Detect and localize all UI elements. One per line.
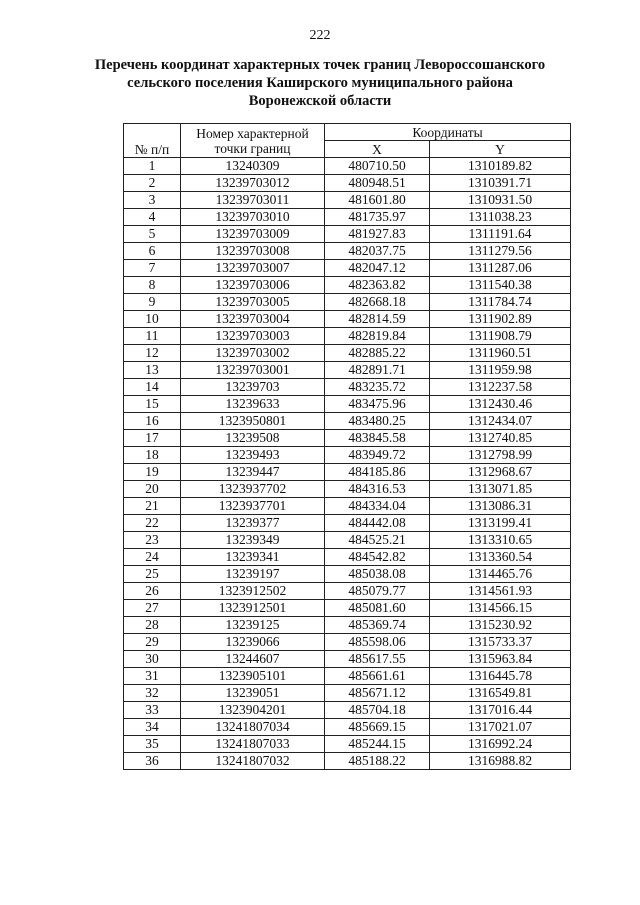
cell-point-number: 13239703012 xyxy=(181,175,325,192)
cell-point-number: 13239703002 xyxy=(181,345,325,362)
table-body xyxy=(124,158,571,770)
header-y: Y xyxy=(430,141,571,158)
header-point-number xyxy=(181,124,325,158)
table-row xyxy=(124,328,571,345)
cell-point-number: 1323912502 xyxy=(181,583,325,600)
table-row xyxy=(124,736,571,753)
cell-x: 482668.18 xyxy=(325,294,430,311)
cell-point-number: 1323912501 xyxy=(181,600,325,617)
cell-point-number: 13239703001 xyxy=(181,362,325,379)
table-row xyxy=(124,481,571,498)
cell-y: 1316988.82 xyxy=(430,753,571,770)
cell-row-number: 28 xyxy=(124,617,181,634)
cell-row-number: 29 xyxy=(124,634,181,651)
cell-y: 1317021.07 xyxy=(430,719,571,736)
cell-x: 485617.55 xyxy=(325,651,430,668)
cell-row-number: 19 xyxy=(124,464,181,481)
cell-x: 485244.15 xyxy=(325,736,430,753)
cell-row-number: 27 xyxy=(124,600,181,617)
cell-point-number: 13239377 xyxy=(181,515,325,532)
header-row-number-label: № п/п xyxy=(134,142,170,157)
cell-y: 1312430.46 xyxy=(430,396,571,413)
cell-point-number: 13241807032 xyxy=(181,753,325,770)
cell-row-number: 30 xyxy=(124,651,181,668)
cell-x: 485079.77 xyxy=(325,583,430,600)
coordinates-table xyxy=(123,123,571,770)
cell-row-number: 36 xyxy=(124,753,181,770)
cell-point-number: 13239341 xyxy=(181,549,325,566)
cell-point-number: 1323937702 xyxy=(181,481,325,498)
cell-y: 1313360.54 xyxy=(430,549,571,566)
table-row xyxy=(124,498,571,515)
cell-point-number: 13239703006 xyxy=(181,277,325,294)
cell-point-number: 13239633 xyxy=(181,396,325,413)
cell-x: 485661.61 xyxy=(325,668,430,685)
table-row xyxy=(124,515,571,532)
cell-y: 1310391.71 xyxy=(430,175,571,192)
cell-y: 1316992.24 xyxy=(430,736,571,753)
table-row xyxy=(124,685,571,702)
table-row xyxy=(124,294,571,311)
cell-y: 1314561.93 xyxy=(430,583,571,600)
cell-point-number: 13241807033 xyxy=(181,736,325,753)
cell-point-number: 13244607 xyxy=(181,651,325,668)
cell-y: 1310931.50 xyxy=(430,192,571,209)
cell-x: 481601.80 xyxy=(325,192,430,209)
cell-x: 485671.12 xyxy=(325,685,430,702)
table-row xyxy=(124,260,571,277)
cell-x: 482885.22 xyxy=(325,345,430,362)
cell-point-number: 13239066 xyxy=(181,634,325,651)
cell-x: 484334.04 xyxy=(325,498,430,515)
cell-row-number: 21 xyxy=(124,498,181,515)
cell-x: 485188.22 xyxy=(325,753,430,770)
cell-row-number: 20 xyxy=(124,481,181,498)
cell-y: 1315230.92 xyxy=(430,617,571,634)
cell-row-number: 5 xyxy=(124,226,181,243)
cell-row-number: 35 xyxy=(124,736,181,753)
cell-point-number: 13239703004 xyxy=(181,311,325,328)
cell-y: 1313071.85 xyxy=(430,481,571,498)
cell-x: 485369.74 xyxy=(325,617,430,634)
cell-y: 1315733.37 xyxy=(430,634,571,651)
table-row xyxy=(124,158,571,175)
cell-row-number: 31 xyxy=(124,668,181,685)
cell-point-number: 13239051 xyxy=(181,685,325,702)
cell-point-number: 13239703003 xyxy=(181,328,325,345)
table-row xyxy=(124,583,571,600)
table-row xyxy=(124,226,571,243)
cell-y: 1313086.31 xyxy=(430,498,571,515)
table-row xyxy=(124,430,571,447)
cell-y: 1315963.84 xyxy=(430,651,571,668)
table-row xyxy=(124,753,571,770)
cell-row-number: 14 xyxy=(124,379,181,396)
cell-point-number: 13239703011 xyxy=(181,192,325,209)
cell-y: 1312237.58 xyxy=(430,379,571,396)
table-row xyxy=(124,447,571,464)
cell-point-number: 1323950801 xyxy=(181,413,325,430)
table-row xyxy=(124,379,571,396)
cell-x: 485038.08 xyxy=(325,566,430,583)
cell-y: 1311784.74 xyxy=(430,294,571,311)
header-point-number-line-1: Номер характерной xyxy=(196,125,309,141)
cell-point-number: 1323937701 xyxy=(181,498,325,515)
cell-y: 1311902.89 xyxy=(430,311,571,328)
cell-x: 484542.82 xyxy=(325,549,430,566)
cell-y: 1311279.56 xyxy=(430,243,571,260)
cell-row-number: 11 xyxy=(124,328,181,345)
cell-x: 484316.53 xyxy=(325,481,430,498)
cell-row-number: 13 xyxy=(124,362,181,379)
cell-point-number: 13239703008 xyxy=(181,243,325,260)
cell-row-number: 10 xyxy=(124,311,181,328)
cell-point-number: 1323904201 xyxy=(181,702,325,719)
cell-x: 484442.08 xyxy=(325,515,430,532)
table-row xyxy=(124,311,571,328)
cell-point-number: 13239447 xyxy=(181,464,325,481)
table-row xyxy=(124,668,571,685)
cell-y: 1316445.78 xyxy=(430,668,571,685)
cell-x: 481927.83 xyxy=(325,226,430,243)
table-row xyxy=(124,243,571,260)
cell-y: 1313310.65 xyxy=(430,532,571,549)
document-title xyxy=(60,56,580,110)
table-row xyxy=(124,345,571,362)
cell-x: 482037.75 xyxy=(325,243,430,260)
cell-row-number: 26 xyxy=(124,583,181,600)
table-row xyxy=(124,396,571,413)
page-number: 222 xyxy=(309,28,331,43)
header-coordinates: Координаты xyxy=(325,124,571,141)
cell-x: 483235.72 xyxy=(325,379,430,396)
cell-x: 483475.96 xyxy=(325,396,430,413)
cell-y: 1312434.07 xyxy=(430,413,571,430)
cell-y: 1310189.82 xyxy=(430,158,571,175)
cell-x: 482891.71 xyxy=(325,362,430,379)
cell-x: 483949.72 xyxy=(325,447,430,464)
cell-y: 1311959.98 xyxy=(430,362,571,379)
cell-row-number: 12 xyxy=(124,345,181,362)
cell-y: 1311908.79 xyxy=(430,328,571,345)
table-row xyxy=(124,651,571,668)
table-row xyxy=(124,277,571,294)
table-row xyxy=(124,600,571,617)
cell-row-number: 3 xyxy=(124,192,181,209)
cell-y: 1313199.41 xyxy=(430,515,571,532)
cell-y: 1312798.99 xyxy=(430,447,571,464)
cell-point-number: 1323905101 xyxy=(181,668,325,685)
table-row xyxy=(124,532,571,549)
cell-x: 480710.50 xyxy=(325,158,430,175)
cell-x: 483845.58 xyxy=(325,430,430,447)
cell-y: 1311540.38 xyxy=(430,277,571,294)
header-row-number xyxy=(124,124,181,158)
table-header xyxy=(124,124,571,158)
cell-row-number: 25 xyxy=(124,566,181,583)
table-row xyxy=(124,362,571,379)
cell-x: 485598.06 xyxy=(325,634,430,651)
cell-y: 1311191.64 xyxy=(430,226,571,243)
table-row xyxy=(124,549,571,566)
table-row xyxy=(124,464,571,481)
cell-point-number: 13239508 xyxy=(181,430,325,447)
cell-y: 1311960.51 xyxy=(430,345,571,362)
cell-row-number: 2 xyxy=(124,175,181,192)
cell-x: 484185.86 xyxy=(325,464,430,481)
cell-point-number: 13239703 xyxy=(181,379,325,396)
cell-x: 485704.18 xyxy=(325,702,430,719)
cell-y: 1311038.23 xyxy=(430,209,571,226)
table-row xyxy=(124,175,571,192)
cell-y: 1312968.67 xyxy=(430,464,571,481)
cell-y: 1312740.85 xyxy=(430,430,571,447)
cell-point-number: 13241807034 xyxy=(181,719,325,736)
cell-point-number: 13239197 xyxy=(181,566,325,583)
cell-x: 481735.97 xyxy=(325,209,430,226)
cell-row-number: 23 xyxy=(124,532,181,549)
cell-x: 482363.82 xyxy=(325,277,430,294)
table-row xyxy=(124,192,571,209)
cell-row-number: 34 xyxy=(124,719,181,736)
title-line-1: Перечень координат характерных точек границ Левороссошанского xyxy=(94,57,546,73)
cell-x: 482814.59 xyxy=(325,311,430,328)
title-line-2: сельского поселения Каширского муниципального района xyxy=(127,75,513,91)
cell-point-number: 13240309 xyxy=(181,158,325,175)
cell-y: 1316549.81 xyxy=(430,685,571,702)
cell-point-number: 13239493 xyxy=(181,447,325,464)
cell-row-number: 9 xyxy=(124,294,181,311)
cell-point-number: 13239703010 xyxy=(181,209,325,226)
table-row xyxy=(124,719,571,736)
cell-row-number: 16 xyxy=(124,413,181,430)
cell-y: 1314566.15 xyxy=(430,600,571,617)
cell-row-number: 8 xyxy=(124,277,181,294)
cell-y: 1317016.44 xyxy=(430,702,571,719)
cell-x: 485669.15 xyxy=(325,719,430,736)
cell-row-number: 24 xyxy=(124,549,181,566)
cell-row-number: 1 xyxy=(124,158,181,175)
header-point-number-line-2: точки границ xyxy=(214,140,291,156)
cell-row-number: 22 xyxy=(124,515,181,532)
cell-row-number: 4 xyxy=(124,209,181,226)
cell-x: 485081.60 xyxy=(325,600,430,617)
cell-y: 1311287.06 xyxy=(430,260,571,277)
header-x: X xyxy=(325,141,430,158)
cell-x: 482819.84 xyxy=(325,328,430,345)
cell-row-number: 15 xyxy=(124,396,181,413)
cell-row-number: 6 xyxy=(124,243,181,260)
cell-row-number: 33 xyxy=(124,702,181,719)
cell-point-number: 13239703007 xyxy=(181,260,325,277)
cell-point-number: 13239703005 xyxy=(181,294,325,311)
cell-point-number: 13239349 xyxy=(181,532,325,549)
cell-row-number: 32 xyxy=(124,685,181,702)
cell-row-number: 17 xyxy=(124,430,181,447)
table-row xyxy=(124,413,571,430)
cell-x: 483480.25 xyxy=(325,413,430,430)
cell-point-number: 13239125 xyxy=(181,617,325,634)
cell-x: 482047.12 xyxy=(325,260,430,277)
table-row xyxy=(124,566,571,583)
cell-row-number: 7 xyxy=(124,260,181,277)
cell-point-number: 13239703009 xyxy=(181,226,325,243)
table-row xyxy=(124,702,571,719)
table-row xyxy=(124,617,571,634)
cell-x: 484525.21 xyxy=(325,532,430,549)
cell-row-number: 18 xyxy=(124,447,181,464)
table-row xyxy=(124,634,571,651)
cell-y: 1314465.76 xyxy=(430,566,571,583)
table-row xyxy=(124,209,571,226)
title-line-3: Воронежской области xyxy=(248,93,392,109)
cell-x: 480948.51 xyxy=(325,175,430,192)
